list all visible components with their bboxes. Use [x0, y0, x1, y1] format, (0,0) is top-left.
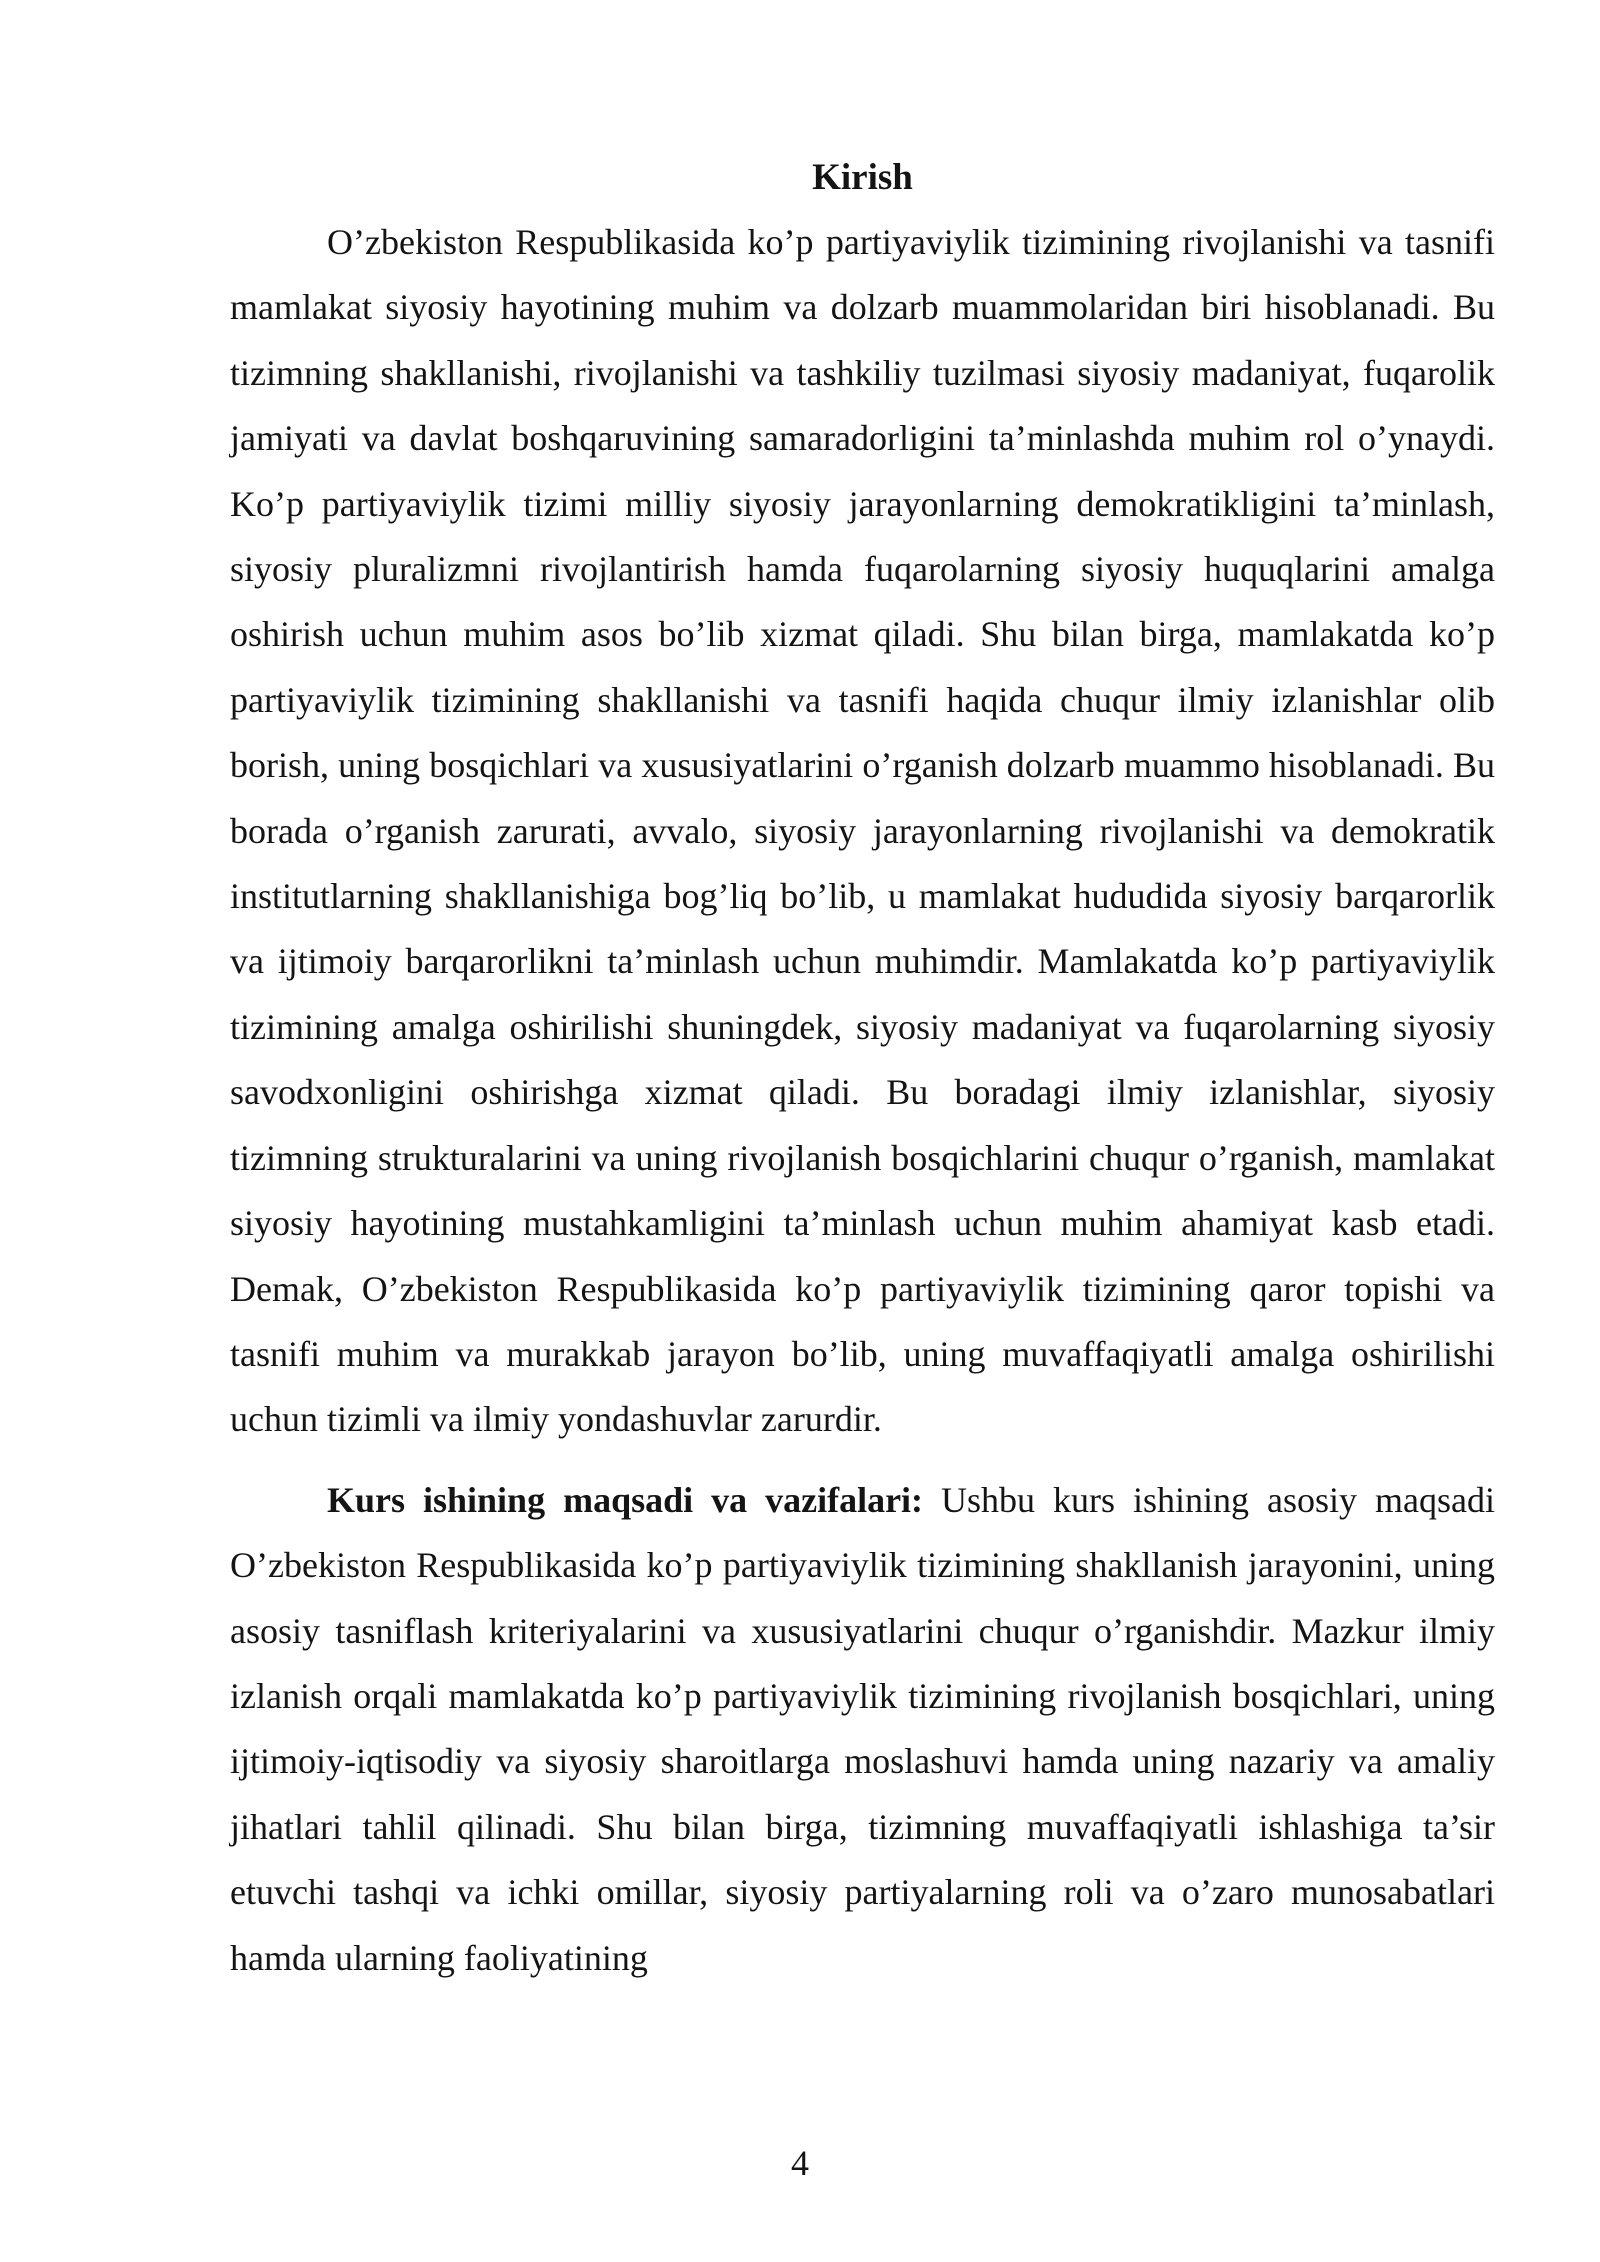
aims-paragraph: [230, 1468, 1495, 1991]
aims-paragraph-text: Ushbu kurs ishining asosiy maqsadi O’zbekiston Respublikasida ko’p partiyaviylik tizimining shakllanish jarayonini, uning asosiy tasniflash kriteriyalarini va xususiyatlarini chuqur o’rganishdir. Mazkur ilmiy izlanish orqali mamlakatda ko’p partiyaviylik tizimining rivojlanish bosqichlari, uning ijtimoiy-iqtisodiy va siyosiy sharoitlarga moslashuvi hamda uning nazariy va amaliy jihatlari tahlil qilinadi. Shu bilan birga, tizimning muvaffaqiyatli ishlashiga ta’sir etuvchi tashqi va ichki omillar, siyosiy partiyalarning roli va o’zaro munosabatlari hamda ularning faoliyatining: [230, 1479, 1495, 1978]
page-content: [230, 145, 1495, 1991]
page-number: 4: [791, 2143, 809, 2183]
aims-paragraph-lead: Kurs ishining maqsadi va vazifalari:: [327, 1479, 924, 1520]
intro-paragraph-text: O’zbekiston Respublikasida ko’p partiyaviylik tizimining rivojlanishi va tasnifi mamlakat siyosiy hayotining muhim va dolzarb muammolaridan biri hisoblanadi. Bu tizimning shakllanishi, rivojlanishi va tashkiliy tuzilmasi siyosiy madaniyat, fuqarolik jamiyati va davlat boshqaruvining samaradorligini ta’minlashda muhim rol o’ynaydi. Ko’p partiyaviylik tizimi milliy siyosiy jarayonlarning demokratikligini ta’minlash, siyosiy pluralizmni rivojlantirish hamda fuqarolarning siyosiy huquqlarini amalga oshirish uchun muhim asos bo’lib xizmat qiladi. Shu bilan birga, mamlakatda ko’p partiyaviylik tizimining shakllanishi va tasnifi haqida chuqur ilmiy izlanishlar olib borish, uning bosqichlari va xususiyatlarini o’rganish dolzarb muammo hisoblanadi. Bu borada o’rganish zarurati, avvalo, siyosiy jarayonlarning rivojlanishi va demokratik institutlarning shakllanishiga bog’liq bo’lib, u mamlakat hududida siyosiy barqarorlik va ijtimoiy barqarorlikni ta’minlash uchun muhimdir. Mamlakatda ko’p partiyaviylik tizimining amalga oshirilishi shuningdek, siyosiy madaniyat va fuqarolarning siyosiy savodxonligini oshirishga xizmat qiladi. Bu boradagi ilmiy izlanishlar, siyosiy tizimning strukturalarini va uning rivojlanish bosqichlarini chuqur o’rganish, mamlakat siyosiy hayotining mustahkamligini ta’minlash uchun muhim ahamiyat kasb etadi. Demak, O’zbekiston Respublikasida ko’p partiyaviylik tizimining qaror topishi va tasnifi muhim va murakkab jarayon bo’lib, uning muvaffaqiyatli amalga oshirilishi uchun tizimli va ilmiy yondashuvlar zarurdir.: [230, 222, 1495, 1440]
section-heading: Kirish: [812, 157, 913, 198]
intro-paragraph: [230, 210, 1495, 1453]
